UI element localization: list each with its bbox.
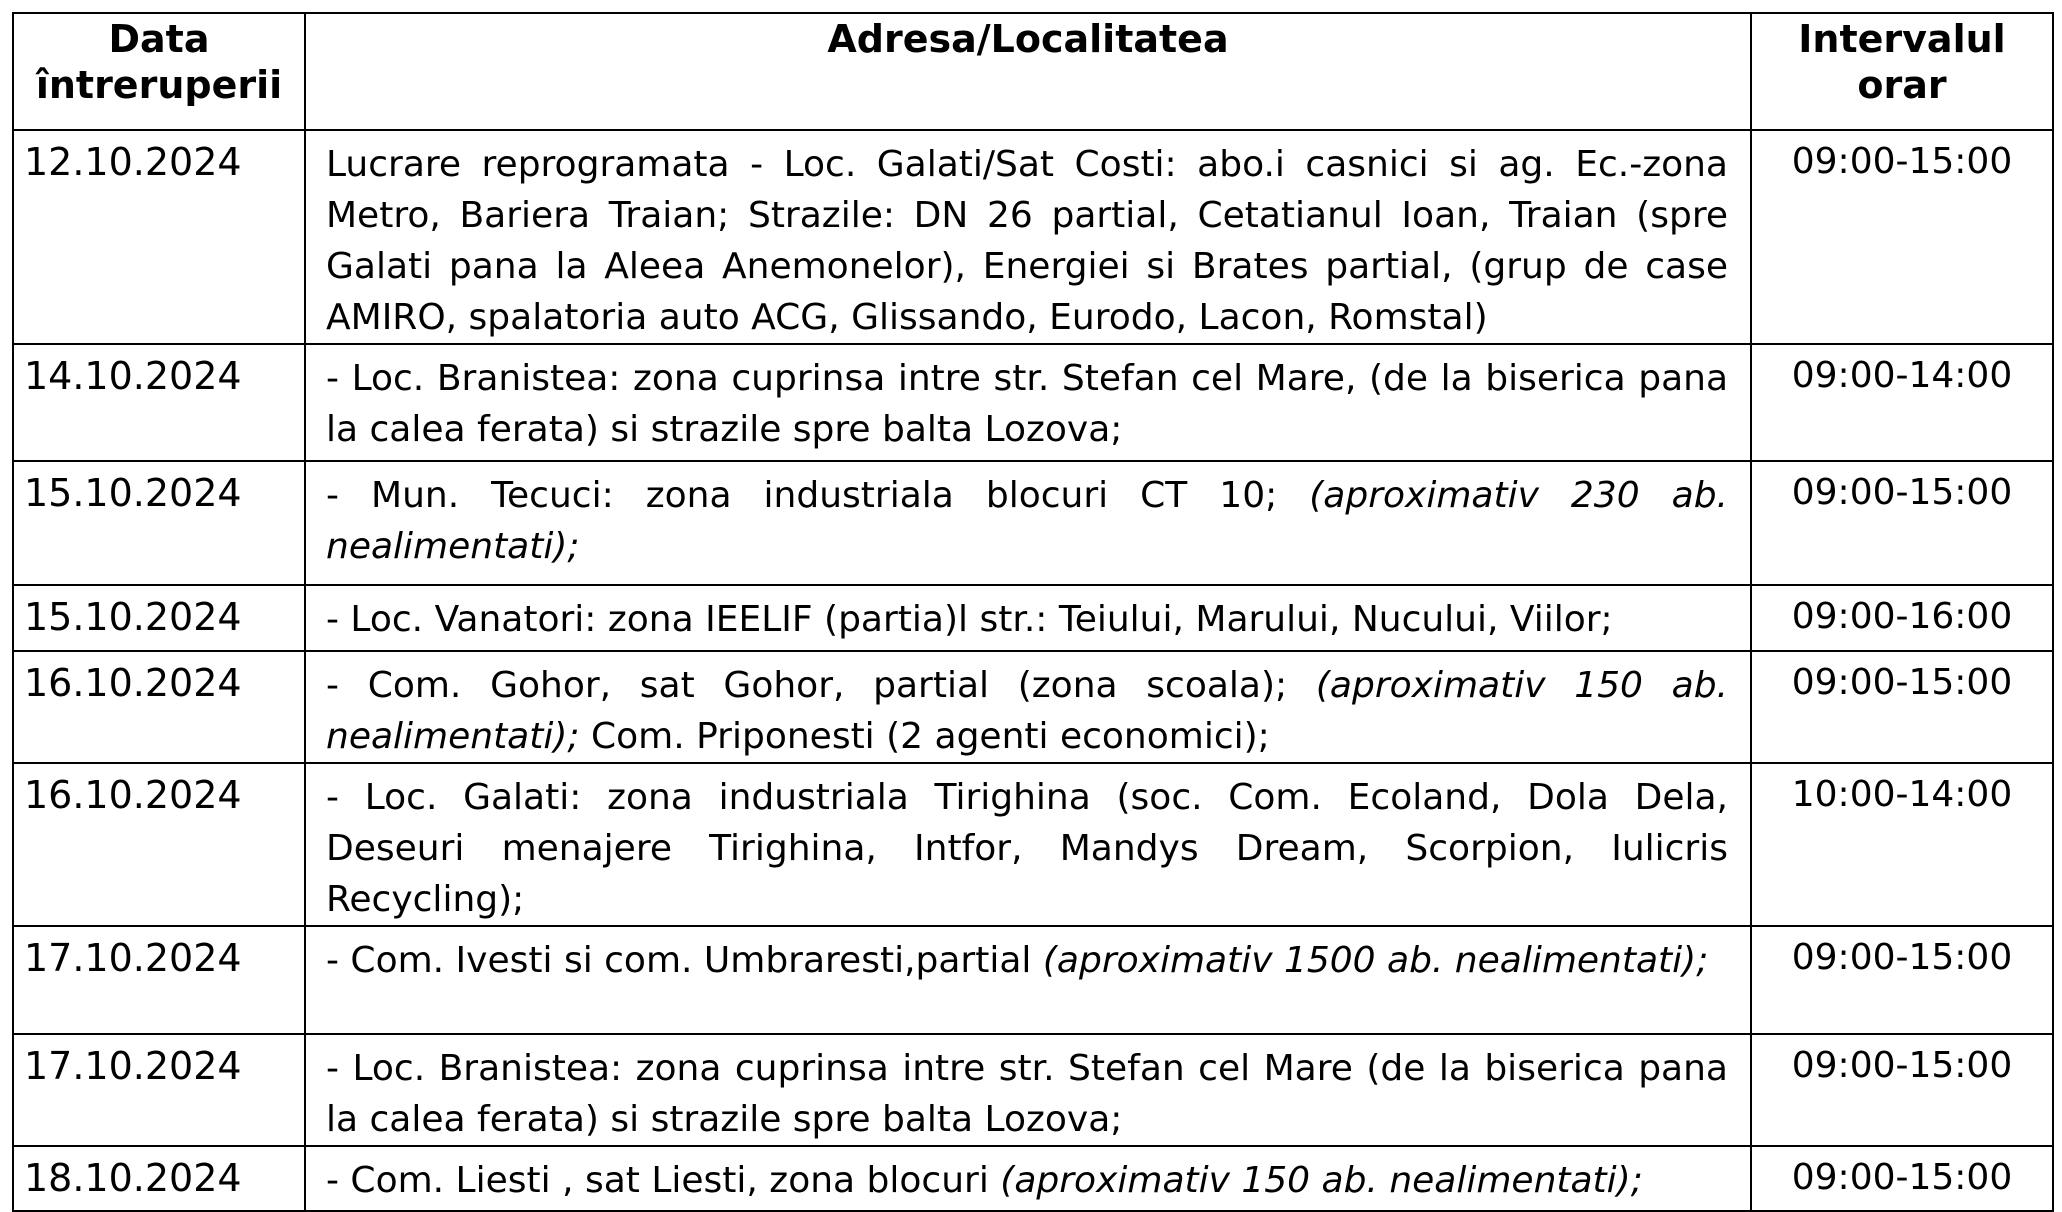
- row-address: [305, 344, 1751, 461]
- row-date: 16.10.2024: [13, 763, 305, 926]
- table-row: [13, 461, 2053, 585]
- address-text: - Com. Liesti , sat Liesti, zona blocuri: [326, 1160, 1001, 1201]
- table-row: [13, 926, 2053, 1034]
- row-address: [305, 461, 1751, 585]
- address-note: (aproximativ 1500 ab. nealimentati);: [1042, 940, 1709, 981]
- row-interval: 09:00-15:00: [1751, 1034, 2053, 1146]
- row-address: [305, 1034, 1751, 1146]
- address-text: - Loc. Branistea: zona cuprinsa intre str. Stefan cel Mare, (de la biserica pana la calea ferata) si strazile spre balta Lozova;: [326, 358, 1728, 450]
- row-date: 17.10.2024: [13, 926, 305, 1034]
- row-interval: 09:00-15:00: [1751, 651, 2053, 763]
- address-text: - Mun. Tecuci: zona industriala blocuri CT 10;: [326, 475, 1310, 516]
- header-row: [13, 13, 2053, 130]
- row-address: [305, 651, 1751, 763]
- table-row: [13, 1146, 2053, 1211]
- row-address: [305, 1146, 1751, 1211]
- outage-schedule-table: [12, 12, 2054, 1212]
- row-interval: 09:00-15:00: [1751, 926, 2053, 1034]
- row-date: 18.10.2024: [13, 1146, 305, 1211]
- table-row: [13, 585, 2053, 651]
- row-address: [305, 130, 1751, 344]
- table-header: [13, 13, 2053, 130]
- table-row: [13, 344, 2053, 461]
- address-extra: Com. Priponesti (2 agenti economici);: [579, 716, 1270, 757]
- row-date: 16.10.2024: [13, 651, 305, 763]
- row-interval: 10:00-14:00: [1751, 763, 2053, 926]
- row-date: 15.10.2024: [13, 585, 305, 651]
- header-date-line2: întreruperii: [35, 63, 283, 107]
- row-address: [305, 585, 1751, 651]
- address-note: (aproximativ 150 ab. nealimentati);: [326, 665, 1728, 757]
- table-row: [13, 763, 2053, 926]
- header-interval-line1: Intervalul: [1798, 17, 2006, 61]
- row-address: [305, 926, 1751, 1034]
- row-interval: 09:00-15:00: [1751, 130, 2053, 344]
- row-interval: 09:00-14:00: [1751, 344, 2053, 461]
- table-row: [13, 1034, 2053, 1146]
- row-interval: 09:00-15:00: [1751, 1146, 2053, 1211]
- header-date: [13, 13, 305, 130]
- row-address: [305, 763, 1751, 926]
- row-date: 17.10.2024: [13, 1034, 305, 1146]
- address-text: - Loc. Vanatori: zona IEELIF (partia)l str.: Teiului, Marului, Nucului, Viilor;: [326, 599, 1613, 640]
- address-note: (aproximativ 230 ab. nealimentati);: [326, 475, 1728, 567]
- header-address: Adresa/Localitatea: [305, 13, 1751, 130]
- row-date: 12.10.2024: [13, 130, 305, 344]
- table-row: [13, 651, 2053, 763]
- row-interval: 09:00-16:00: [1751, 585, 2053, 651]
- header-interval: [1751, 13, 2053, 130]
- address-text: - Com. Ivesti si com. Umbraresti,partial: [326, 940, 1043, 981]
- row-date: 15.10.2024: [13, 461, 305, 585]
- address-text: - Loc. Branistea: zona cuprinsa intre str. Stefan cel Mare (de la biserica pana la calea ferata) si strazile spre balta Lozova;: [326, 1048, 1728, 1140]
- address-text: - Loc. Galati: zona industriala Tirighina (soc. Com. Ecoland, Dola Dela, Deseuri menajere Tirighina, Intfor, Mandys Dream, Scorpion, Iulicris Recycling);: [326, 777, 1728, 920]
- table-row: [13, 130, 2053, 344]
- address-text: Lucrare reprogramata - Loc. Galati/Sat Costi: abo.i casnici si ag. Ec.-zona Metro, Bariera Traian; Strazile: DN 26 partial, Cetatianul Ioan, Traian (spre Galati pana la Aleea Anemonelor), Energiei si Brates partial, (grup de case AMIRO, spalatoria auto ACG, Glissando, Eurodo, Lacon, Romstal): [326, 144, 1728, 338]
- header-date-line1: Data: [108, 17, 210, 61]
- address-note: (aproximativ 150 ab. nealimentati);: [1000, 1160, 1643, 1201]
- row-date: 14.10.2024: [13, 344, 305, 461]
- header-interval-line2: orar: [1857, 63, 1947, 107]
- row-interval: 09:00-15:00: [1751, 461, 2053, 585]
- table-body: [13, 130, 2053, 1211]
- address-text: - Com. Gohor, sat Gohor, partial (zona scoala);: [326, 665, 1316, 706]
